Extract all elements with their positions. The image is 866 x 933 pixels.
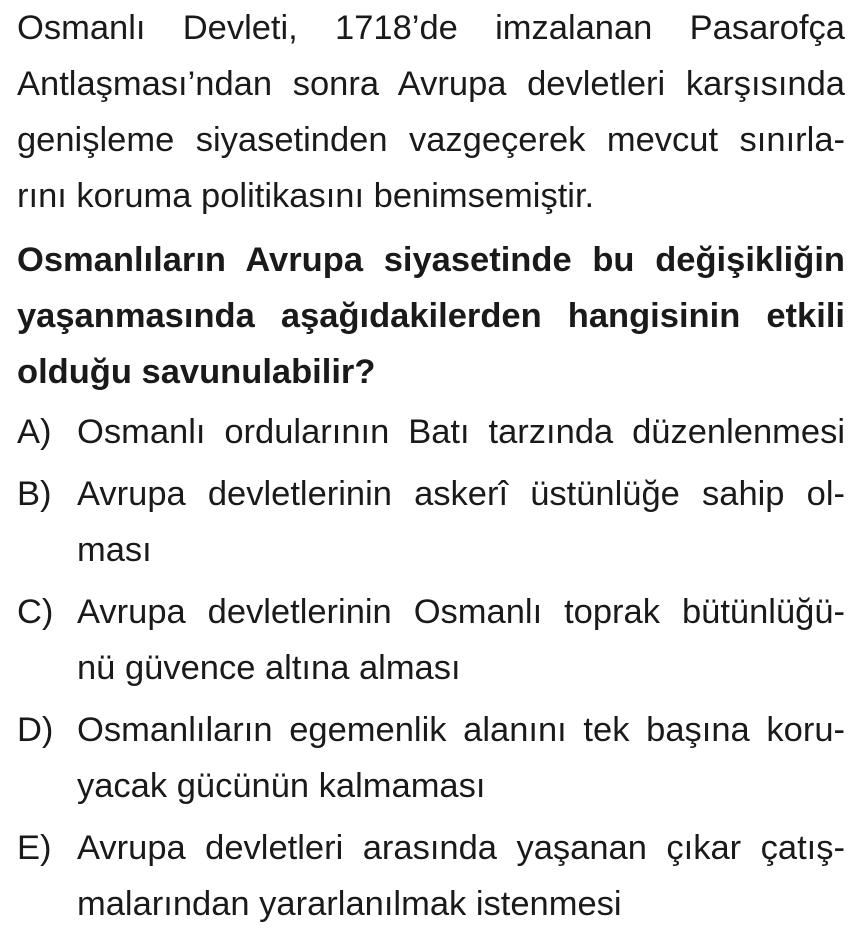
option-e[interactable] bbox=[17, 820, 845, 932]
stem-line: Antlaşması’ndan sonra Avrupa devletleri karşısında bbox=[17, 65, 845, 103]
stem-line: rını koruma politikasını benimsemiştir. bbox=[17, 177, 595, 215]
question-stem bbox=[17, 0, 845, 224]
option-text: nü güvence altına alması bbox=[77, 649, 461, 687]
option-text: Osmanlı ordularının Batı tarzında düzenlenmesi bbox=[77, 413, 845, 451]
option-text: malarından yararlanılmak istenmesi bbox=[77, 885, 622, 923]
option-d[interactable] bbox=[17, 702, 845, 814]
option-letter: C) bbox=[17, 593, 54, 631]
question-block bbox=[17, 0, 845, 932]
option-letter: A) bbox=[17, 413, 52, 451]
option-b[interactable] bbox=[17, 466, 845, 578]
option-c[interactable] bbox=[17, 584, 845, 696]
option-text: ması bbox=[77, 531, 152, 569]
stem-line: Osmanlı Devleti, 1718’de imzalanan Pasarofça bbox=[17, 9, 845, 47]
question-prompt bbox=[17, 232, 845, 400]
option-text: Avrupa devletlerinin askerî üstünlüğe sahip ol- bbox=[77, 475, 845, 513]
option-letter: E) bbox=[17, 829, 52, 867]
option-text: Avrupa devletleri arasında yaşanan çıkar çatış- bbox=[77, 829, 845, 867]
prompt-line: Osmanlıların Avrupa siyasetinde bu değişikliğin bbox=[17, 241, 845, 279]
prompt-line: olduğu savunulabilir? bbox=[17, 353, 376, 391]
option-a[interactable] bbox=[17, 404, 845, 460]
prompt-line: yaşanmasında aşağıdakilerden hangisinin etkili bbox=[17, 297, 845, 335]
answer-options bbox=[17, 404, 845, 932]
option-letter: B) bbox=[17, 475, 52, 513]
option-text: Avrupa devletlerinin Osmanlı toprak bütünlüğü- bbox=[77, 593, 845, 631]
stem-line: genişleme siyasetinden vazgeçerek mevcut sınırla- bbox=[17, 121, 845, 159]
option-text: yacak gücünün kalmaması bbox=[77, 767, 486, 805]
option-text: Osmanlıların egemenlik alanını tek başına koru- bbox=[77, 711, 845, 749]
option-letter: D) bbox=[17, 711, 54, 749]
